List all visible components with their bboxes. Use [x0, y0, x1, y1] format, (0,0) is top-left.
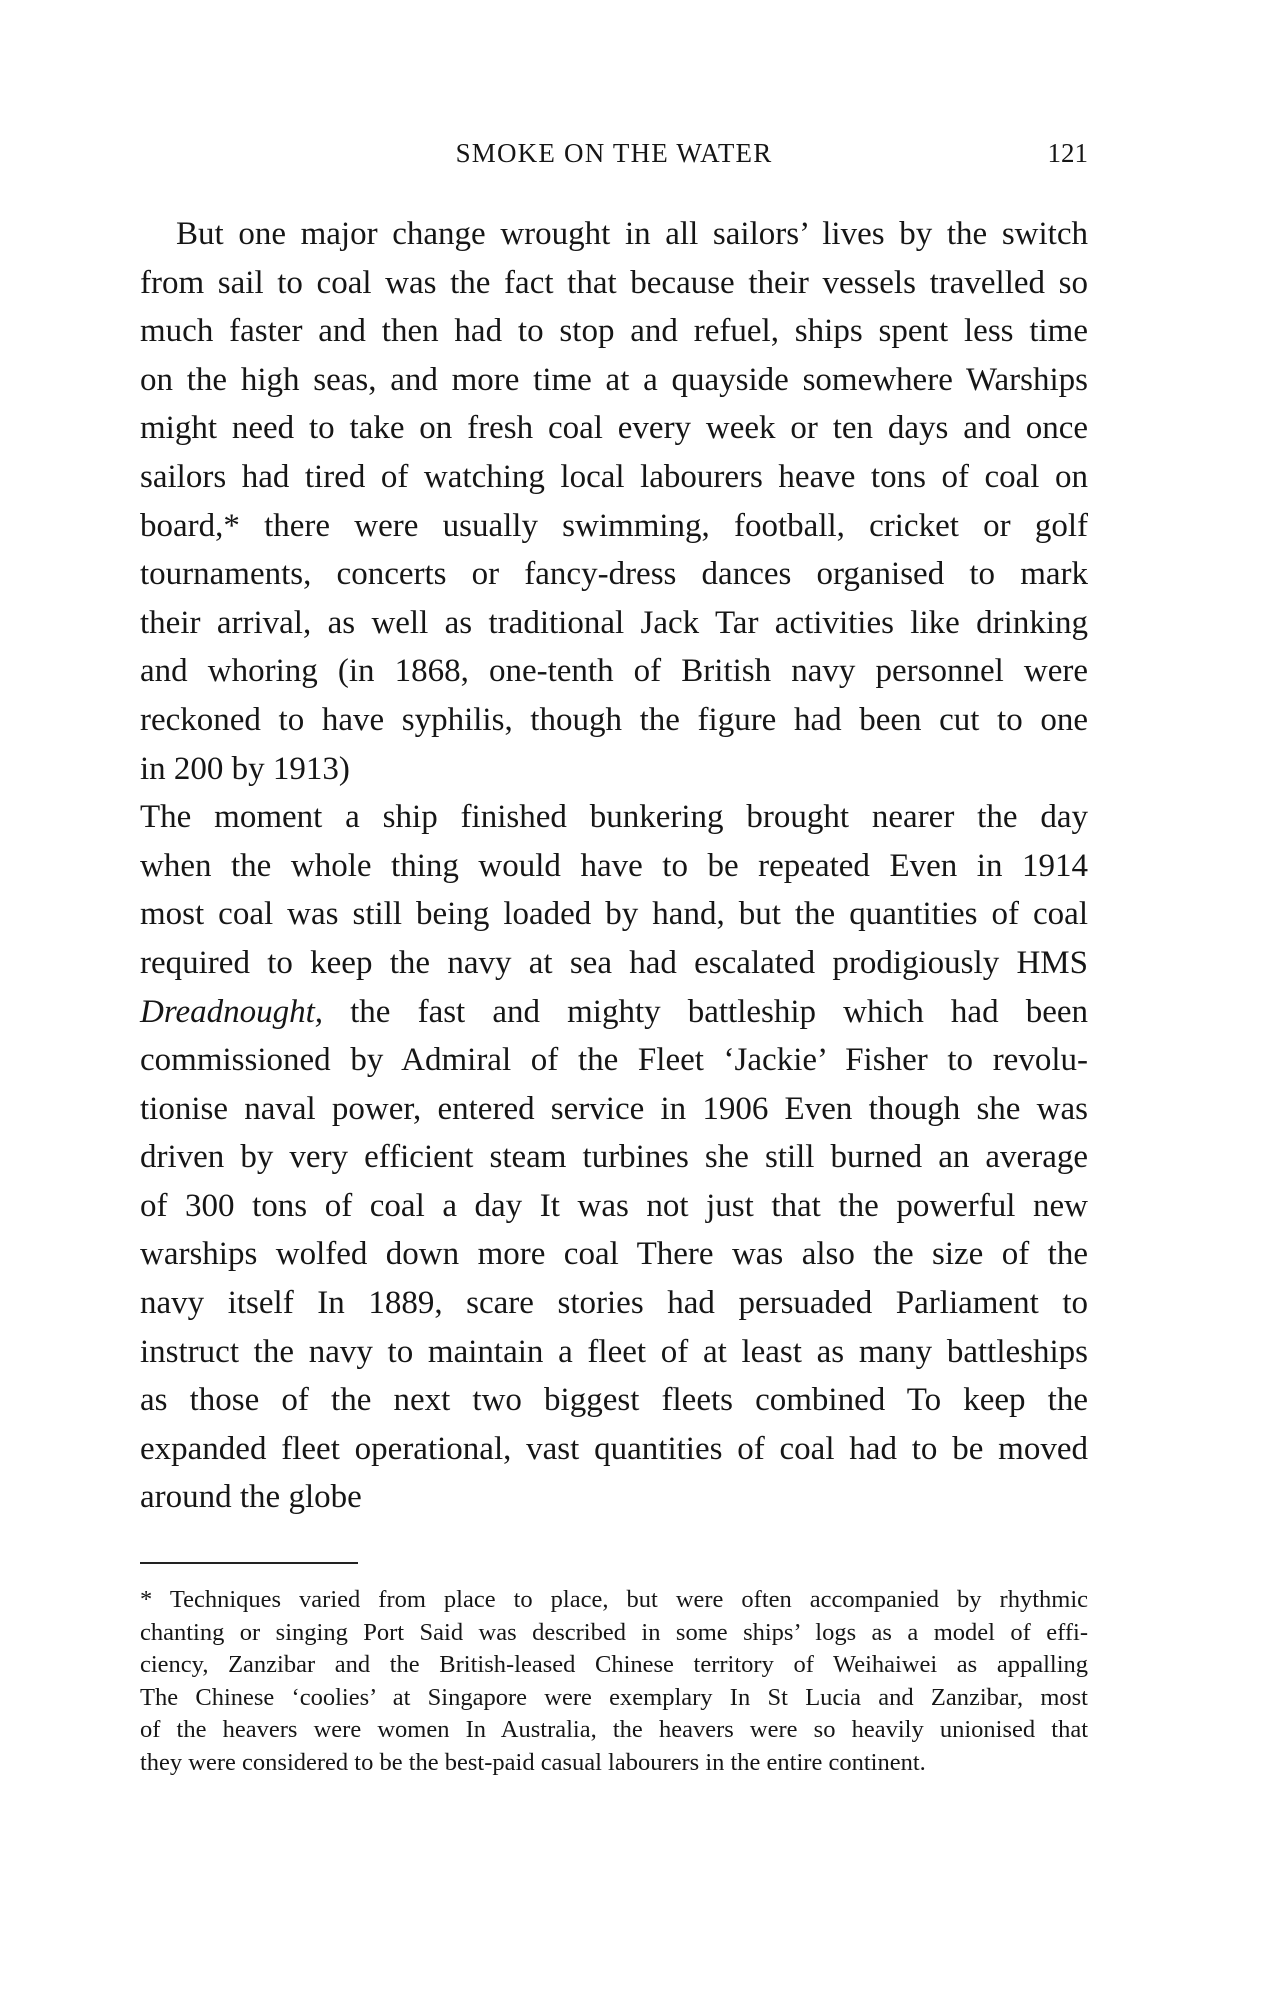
running-title: SMOKE ON THE WATER: [455, 138, 773, 168]
page-number: 121: [1047, 138, 1088, 168]
text-line: reckoned to have syphilis, though the figure had been cut to one: [140, 701, 1088, 738]
text-line: in 200 by 1913): [140, 750, 350, 787]
body-text: [140, 210, 1088, 1522]
footnote-line: * Techniques varied from place to place, but were often accompanied by rhythmic: [140, 1586, 1088, 1613]
text-line: of 300 tons of coal a day It was not just that the powerful new: [140, 1187, 1088, 1224]
text-line-rest: the fast and mighty battleship which had been: [323, 993, 1088, 1030]
text-line: expanded fleet operational, vast quantities of coal had to be moved: [140, 1430, 1088, 1467]
paragraph-2: [140, 793, 1088, 1522]
text-line: much faster and then had to stop and refuel, ships spent less time: [140, 313, 1088, 350]
text-line: when the whole thing would have to be repeated Even in 1914: [140, 847, 1088, 884]
text-line: warships wolfed down more coal There was also the size of the: [140, 1236, 1088, 1273]
footnote-rule: [140, 1562, 358, 1564]
text-line: their arrival, as well as traditional Jack Tar activities like drinking: [140, 604, 1088, 641]
text-line: navy itself In 1889, scare stories had persuaded Parliament to: [140, 1285, 1088, 1322]
footnote-line: of the heavers were women In Australia, the heavers were so heavily unionised that: [140, 1716, 1088, 1743]
footnote-line: chanting or singing Port Said was described in some ships’ logs as a model of effi-: [140, 1618, 1088, 1646]
text-line: driven by very efficient steam turbines she still burned an average: [140, 1139, 1088, 1176]
footnote-line: they were considered to be the best-paid casual labourers in the entire continent.: [140, 1748, 926, 1776]
footnote-line: ciency, Zanzibar and the British-leased Chinese territory of Weihaiwei as appalling: [140, 1651, 1088, 1678]
text-line: tournaments, concerts or fancy-dress dances organised to mark: [140, 556, 1088, 593]
text-line: tionise naval power, entered service in 1906 Even though she was: [140, 1090, 1088, 1127]
text-line: as those of the next two biggest fleets combined To keep the: [140, 1382, 1088, 1419]
text-line: sailors had tired of watching local labourers heave tons of coal on: [140, 458, 1088, 495]
text-line: [140, 988, 1088, 1037]
text-line: most coal was still being loaded by hand, but the quantities of coal: [140, 896, 1088, 933]
text-line: board,* there were usually swimming, football, cricket or golf: [140, 507, 1088, 544]
text-line: instruct the navy to maintain a fleet of at least as many battleships: [140, 1333, 1088, 1370]
text-line: on the high seas, and more time at a quayside somewhere Warships: [140, 361, 1088, 398]
footnote: [140, 1584, 1088, 1779]
text-line: from sail to coal was the fact that because their vessels travelled so: [140, 264, 1088, 301]
text-line: commissioned by Admiral of the Fleet ‘Jackie’ Fisher to revolu-: [140, 1042, 1088, 1079]
text-line: around the globe: [140, 1479, 362, 1516]
text-line: might need to take on fresh coal every week or ten days and once: [140, 410, 1088, 447]
text-line: required to keep the navy at sea had escalated prodigiously HMS: [140, 944, 1088, 981]
text-line: and whoring (in 1868, one-tenth of British navy personnel were: [140, 653, 1088, 690]
text-line: But one major change wrought in all sailors’ lives by the switch: [176, 216, 1088, 252]
running-head: [140, 135, 1088, 171]
ship-name-italic: Dreadnought,: [140, 993, 324, 1030]
text-line: The moment a ship finished bunkering brought nearer the day: [140, 799, 1088, 836]
paragraph-1: [140, 210, 1088, 793]
footnote-line: The Chinese ‘coolies’ at Singapore were exemplary In St Lucia and Zanzibar, most: [140, 1683, 1088, 1711]
